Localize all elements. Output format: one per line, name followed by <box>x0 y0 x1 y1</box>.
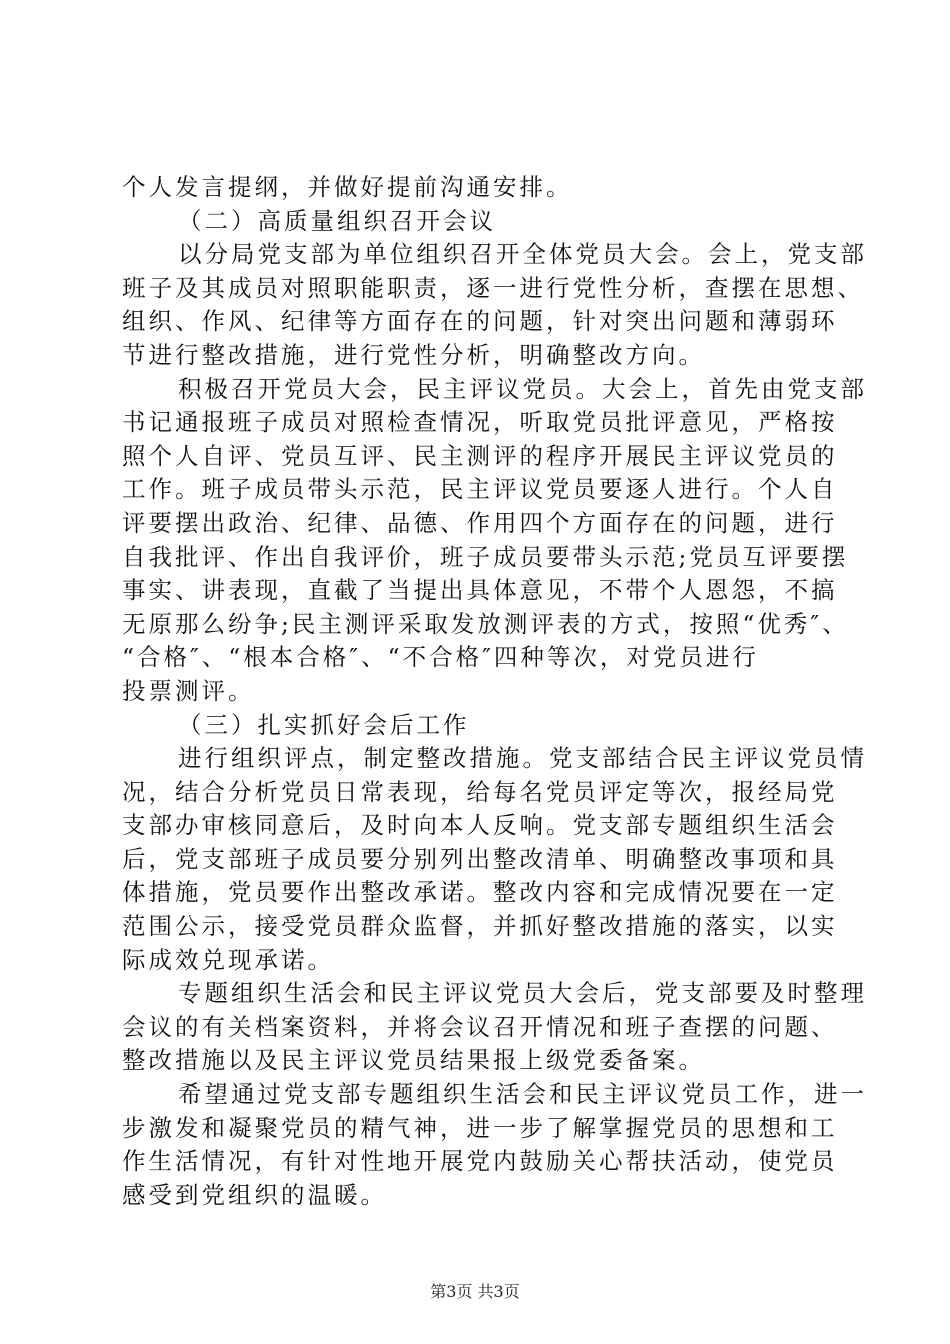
paragraph-line: 节进行整改措施，进行党性分析，明确整改方向。 <box>122 340 705 369</box>
paragraph-line: 希望通过党支部专题组织生活会和民主评议党员工作，进一 <box>178 1080 867 1109</box>
paragraph-line: “合格″、“根本合格″、“不合格″四种等次，对党员进行 <box>122 643 759 672</box>
paragraph-line: 书记通报班子成员对照检查情况，听取党员批评意见，严格按 <box>122 408 838 437</box>
paragraph-line: 班子及其成员对照职能职责，逐一进行党性分析，查摆在思想、 <box>122 273 864 302</box>
paragraph-line: 支部办审核同意后，及时向本人反响。党支部专题组织生活会 <box>122 811 838 840</box>
paragraph-line: 际成效兑现承诺。 <box>122 945 334 974</box>
paragraph-line: 体措施，党员要作出整改承诺。整改内容和完成情况要在一定 <box>122 878 838 907</box>
paragraph-line: 工作。班子成员带头示范，民主评议党员要逐人进行。个人自 <box>122 475 838 504</box>
page-number-footer: 第3页 共3页 <box>430 1282 520 1301</box>
paragraph-line: 照个人自评、党员互评、民主测评的程序开展民主评议党员的 <box>122 441 838 470</box>
paragraph-line: 无原那么纷争;民主测评采取发放测评表的方式，按照“优秀″、 <box>122 609 849 638</box>
paragraph-line: 进行组织评点，制定整改措施。党支部结合民主评议党员情 <box>178 744 867 773</box>
paragraph-line: 会议的有关档案资料，并将会议召开情况和班子查摆的问题、 <box>122 1012 838 1041</box>
paragraph-line: 整改措施以及民主评议党员结果报上级党委备案。 <box>122 1046 705 1075</box>
paragraph-line: 组织、作风、纪律等方面存在的问题，针对突出问题和薄弱环 <box>122 307 838 336</box>
paragraph-line: 投票测评。 <box>122 676 255 705</box>
paragraph-line: 步激发和凝聚党员的精气神，进一步了解掌握党员的思想和工 <box>122 1113 838 1142</box>
paragraph-line: 专题组织生活会和民主评议党员大会后，党支部要及时整理 <box>178 979 867 1008</box>
paragraph-line: 范围公示，接受党员群众监督，并抓好整改措施的落实，以实 <box>122 912 838 941</box>
paragraph-line: 以分局党支部为单位组织召开全体党员大会。会上，党支部 <box>178 240 867 269</box>
paragraph-line: 积极召开党员大会，民主评议党员。大会上，首先由党支部 <box>178 374 867 403</box>
paragraph-line: 事实、讲表现，直截了当提出具体意见，不带个人恩怨，不搞 <box>122 576 838 605</box>
section-heading: （三）扎实抓好会后工作 <box>178 710 470 739</box>
paragraph-line: 自我批评、作出自我评价，班子成员要带头示范;党员互评要摆 <box>122 542 849 571</box>
document-body <box>122 171 867 1212</box>
paragraph-line: 后，党支部班子成员要分别列出整改清单、明确整改事项和具 <box>122 844 838 873</box>
paragraph-line: 作生活情况，有针对性地开展党内鼓励关心帮扶活动，使党员 <box>122 1147 838 1176</box>
paragraph-line: 感受到党组织的温暖。 <box>122 1180 387 1209</box>
paragraph-line: 评要摆出政治、纪律、品德、作用四个方面存在的问题，进行 <box>122 508 838 537</box>
paragraph-line: 个人发言提纲，并做好提前沟通安排。 <box>122 173 573 201</box>
paragraph-line: 况，结合分析党员日常表现，给每名党员评定等次，报经局党 <box>122 777 838 806</box>
section-heading: （二）高质量组织召开会议 <box>178 206 496 235</box>
